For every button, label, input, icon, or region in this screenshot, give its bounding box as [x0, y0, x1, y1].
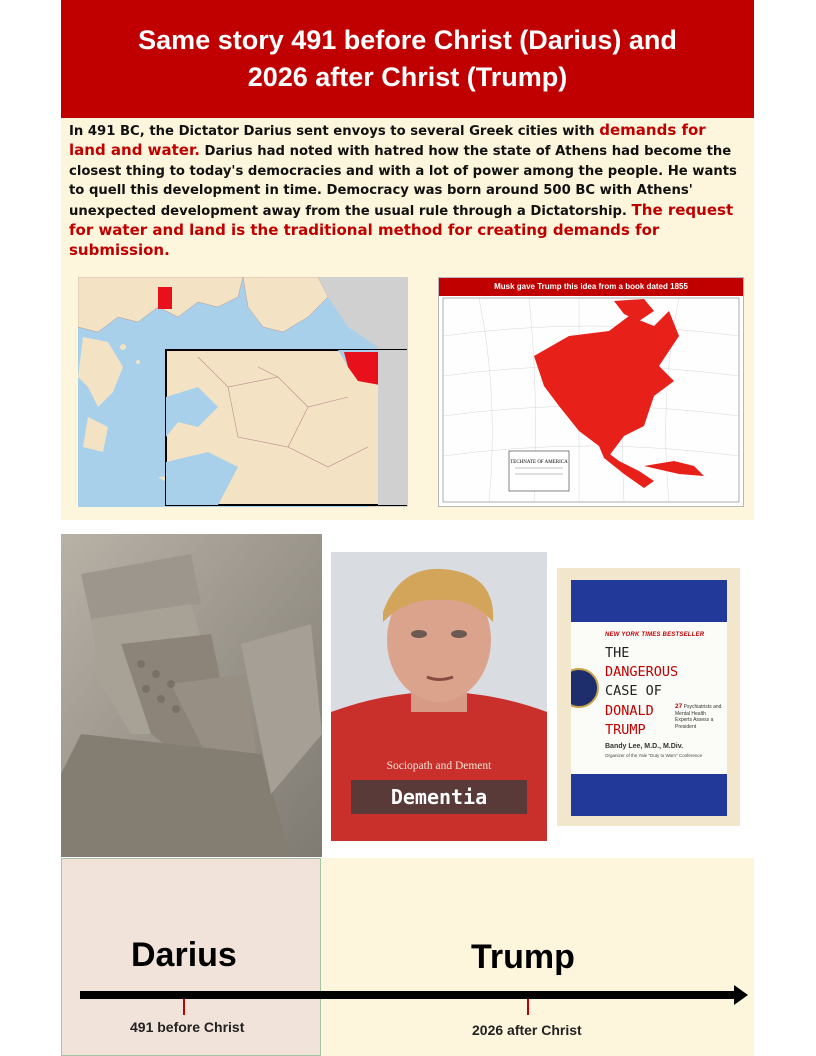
portrait-caption-small: Sociopath and Dement	[386, 760, 492, 772]
timeline-right-name: Trump	[471, 938, 575, 976]
book-title-line: THE	[605, 645, 630, 661]
intro-highlight-1: demands for land and water.	[69, 121, 706, 160]
book-top-band	[571, 580, 727, 622]
technate-legend-title: TECHNATE OF AMERICA	[510, 460, 568, 465]
book-title-line: DONALD	[605, 702, 654, 719]
technate-map-graphic	[439, 296, 743, 506]
timeline-left-date: 491 before Christ	[130, 1019, 245, 1035]
book-bestseller-label: NEW YORK TIMES BESTSELLER	[605, 632, 705, 638]
book-blurb-number: 27	[675, 703, 683, 710]
timeline-right-date: 2026 after Christ	[472, 1022, 582, 1038]
intro-paragraph	[69, 121, 739, 262]
book-author-subtitle: Organizer of the Yale "Duty to Warn" Conference	[605, 753, 703, 758]
book-cover	[571, 580, 727, 816]
timeline-arrow-icon	[734, 985, 748, 1005]
timeline-tick-left	[183, 999, 185, 1015]
greece-map-graphic	[78, 277, 408, 507]
book-title-line: CASE OF	[605, 683, 662, 700]
portrait-caption-big: Dementia	[351, 780, 527, 814]
intro-highlight-2: The request for water and land is the traditional method for creating demands for submission.	[69, 200, 734, 260]
technate-map	[438, 277, 744, 507]
darius-relief-photo	[61, 534, 322, 857]
darius-relief-graphic	[61, 534, 322, 857]
book-bottom-band	[571, 774, 727, 816]
book-author: Bandy Lee, M.D., M.Div.	[605, 743, 684, 750]
presidential-seal-icon	[571, 668, 599, 708]
book-blurb	[675, 704, 723, 730]
book-blurb-text: Psychiatrists and Mental Health Experts Assess a President	[675, 704, 722, 730]
book-title-line: TRUMP	[605, 721, 646, 738]
intro-text-2: Darius had noted with hatred how the state of Athens had become the closest thing to today's democracies and with a lot of power among the people. He wants to quell this development in time. Democracy was born around 500 BC with Athens' unexpected development away from the usual rule through a Dictatorship.	[69, 144, 737, 219]
timeline-left-name: Darius	[131, 936, 237, 974]
page-title	[118, 22, 697, 96]
intro-text-1: In 491 BC, the Dictator Darius sent envoys to several Greek cities with	[69, 124, 595, 139]
timeline-tick-right	[527, 999, 529, 1015]
title-line-1: Same story 491 before Christ (Darius) and	[138, 25, 677, 55]
title-line-2: 2026 after Christ (Trump)	[247, 62, 568, 92]
timeline-axis	[80, 991, 736, 999]
trump-portrait	[331, 552, 547, 841]
page-header	[61, 0, 754, 118]
book-title	[605, 644, 678, 740]
technate-map-banner: Musk gave Trump this idea from a book dated 1855	[439, 278, 743, 296]
book-title-line: DANGEROUS	[605, 664, 679, 681]
greece-map	[78, 277, 408, 507]
